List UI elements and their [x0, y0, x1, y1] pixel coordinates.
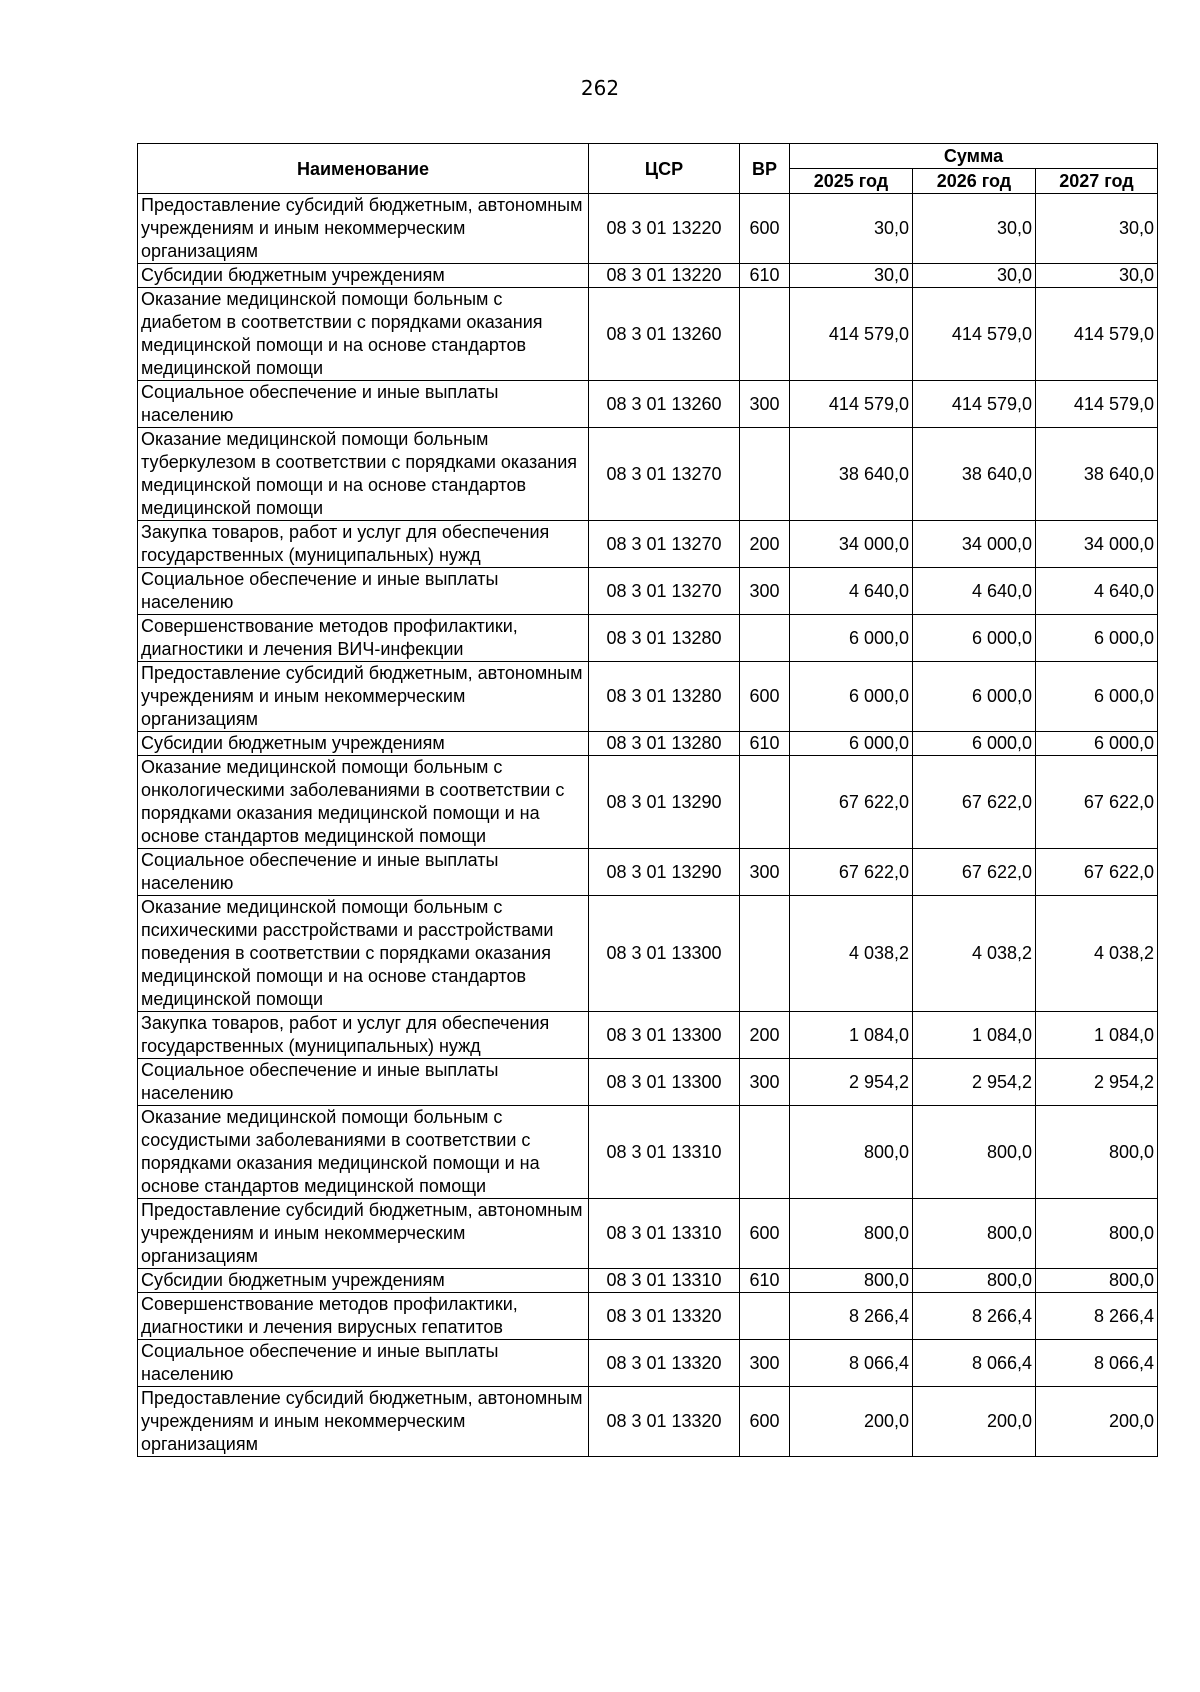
row-amount-2027: 67 622,0	[1036, 849, 1158, 896]
row-amount-2026: 8 266,4	[913, 1293, 1036, 1340]
row-amount-2026: 67 622,0	[913, 849, 1036, 896]
row-amount-2025: 2 954,2	[790, 1059, 913, 1106]
row-code: 08 3 01 13270	[589, 521, 740, 568]
table-row	[138, 381, 1158, 428]
row-amount-2025: 414 579,0	[790, 381, 913, 428]
row-amount-2026: 34 000,0	[913, 521, 1036, 568]
row-code: 08 3 01 13280	[589, 615, 740, 662]
row-vr	[740, 756, 790, 849]
row-amount-2025: 67 622,0	[790, 756, 913, 849]
table-row	[138, 194, 1158, 264]
row-amount-2026: 1 084,0	[913, 1012, 1036, 1059]
row-amount-2027: 4 038,2	[1036, 896, 1158, 1012]
row-amount-2025: 30,0	[790, 264, 913, 288]
row-code: 08 3 01 13220	[589, 264, 740, 288]
row-code: 08 3 01 13290	[589, 849, 740, 896]
row-vr: 610	[740, 264, 790, 288]
header-sum: Сумма	[790, 144, 1158, 169]
row-name: Оказание медицинской помощи больным туберкулезом в соответствии с порядками оказания медицинской помощи и на основе стандартов медицинской помощи	[138, 428, 589, 521]
row-vr	[740, 896, 790, 1012]
row-name: Совершенствование методов профилактики, диагностики и лечения ВИЧ-инфекции	[138, 615, 589, 662]
row-amount-2027: 8 066,4	[1036, 1340, 1158, 1387]
table-row	[138, 1293, 1158, 1340]
row-amount-2027: 67 622,0	[1036, 756, 1158, 849]
row-code: 08 3 01 13270	[589, 568, 740, 615]
row-name: Закупка товаров, работ и услуг для обеспечения государственных (муниципальных) нужд	[138, 521, 589, 568]
row-amount-2025: 800,0	[790, 1269, 913, 1293]
row-name: Совершенствование методов профилактики, диагностики и лечения вирусных гепатитов	[138, 1293, 589, 1340]
row-amount-2025: 30,0	[790, 194, 913, 264]
row-code: 08 3 01 13280	[589, 662, 740, 732]
row-amount-2026: 414 579,0	[913, 288, 1036, 381]
row-amount-2025: 8 266,4	[790, 1293, 913, 1340]
row-amount-2025: 414 579,0	[790, 288, 913, 381]
row-code: 08 3 01 13300	[589, 896, 740, 1012]
row-amount-2026: 2 954,2	[913, 1059, 1036, 1106]
row-vr: 600	[740, 1387, 790, 1457]
row-code: 08 3 01 13220	[589, 194, 740, 264]
table-row	[138, 1199, 1158, 1269]
row-amount-2025: 67 622,0	[790, 849, 913, 896]
row-vr: 200	[740, 1012, 790, 1059]
row-amount-2026: 38 640,0	[913, 428, 1036, 521]
row-code: 08 3 01 13260	[589, 288, 740, 381]
row-amount-2025: 6 000,0	[790, 732, 913, 756]
row-amount-2026: 67 622,0	[913, 756, 1036, 849]
row-amount-2026: 414 579,0	[913, 381, 1036, 428]
row-name: Оказание медицинской помощи больным с диабетом в соответствии с порядками оказания медицинской помощи и на основе стандартов медицинской помощи	[138, 288, 589, 381]
header-year-2027: 2027 год	[1036, 169, 1158, 194]
row-amount-2026: 6 000,0	[913, 615, 1036, 662]
row-name: Оказание медицинской помощи больным с онкологическими заболеваниями в соответствии с порядками оказания медицинской помощи и на основе стандартов медицинской помощи	[138, 756, 589, 849]
row-amount-2026: 30,0	[913, 264, 1036, 288]
row-code: 08 3 01 13320	[589, 1293, 740, 1340]
row-name: Предоставление субсидий бюджетным, автономным учреждениям и иным некоммерческим организациям	[138, 194, 589, 264]
row-amount-2027: 30,0	[1036, 194, 1158, 264]
row-amount-2027: 6 000,0	[1036, 662, 1158, 732]
row-vr: 300	[740, 568, 790, 615]
table-row	[138, 1059, 1158, 1106]
row-code: 08 3 01 13320	[589, 1340, 740, 1387]
row-amount-2027: 800,0	[1036, 1199, 1158, 1269]
row-name: Социальное обеспечение и иные выплаты населению	[138, 381, 589, 428]
row-vr: 600	[740, 194, 790, 264]
row-name: Социальное обеспечение и иные выплаты населению	[138, 1340, 589, 1387]
row-amount-2026: 800,0	[913, 1106, 1036, 1199]
row-amount-2026: 4 640,0	[913, 568, 1036, 615]
row-amount-2025: 200,0	[790, 1387, 913, 1457]
row-vr	[740, 615, 790, 662]
table-row	[138, 732, 1158, 756]
row-amount-2027: 6 000,0	[1036, 732, 1158, 756]
row-amount-2025: 4 640,0	[790, 568, 913, 615]
row-amount-2026: 200,0	[913, 1387, 1036, 1457]
row-name: Оказание медицинской помощи больным с сосудистыми заболеваниями в соответствии с порядками оказания медицинской помощи и на основе стандартов медицинской помощи	[138, 1106, 589, 1199]
table-row	[138, 615, 1158, 662]
row-code: 08 3 01 13280	[589, 732, 740, 756]
row-name: Закупка товаров, работ и услуг для обеспечения государственных (муниципальных) нужд	[138, 1012, 589, 1059]
row-name: Субсидии бюджетным учреждениям	[138, 264, 589, 288]
header-year-2025: 2025 год	[790, 169, 913, 194]
row-amount-2026: 4 038,2	[913, 896, 1036, 1012]
row-code: 08 3 01 13260	[589, 381, 740, 428]
table-row	[138, 662, 1158, 732]
header-code: ЦСР	[589, 144, 740, 194]
row-code: 08 3 01 13270	[589, 428, 740, 521]
row-amount-2026: 800,0	[913, 1269, 1036, 1293]
table-row	[138, 756, 1158, 849]
row-name: Оказание медицинской помощи больным с психическими расстройствами и расстройствами поведения в соответствии с порядками оказания медицинской помощи и на основе стандартов медицинской помощи	[138, 896, 589, 1012]
row-name: Предоставление субсидий бюджетным, автономным учреждениям и иным некоммерческим организациям	[138, 1199, 589, 1269]
row-amount-2027: 414 579,0	[1036, 288, 1158, 381]
row-code: 08 3 01 13310	[589, 1106, 740, 1199]
row-name: Предоставление субсидий бюджетным, автономным учреждениям и иным некоммерческим организациям	[138, 1387, 589, 1457]
row-name: Социальное обеспечение и иные выплаты населению	[138, 568, 589, 615]
row-code: 08 3 01 13320	[589, 1387, 740, 1457]
row-amount-2025: 6 000,0	[790, 662, 913, 732]
table-row	[138, 849, 1158, 896]
row-name: Предоставление субсидий бюджетным, автономным учреждениям и иным некоммерческим организациям	[138, 662, 589, 732]
row-vr: 200	[740, 521, 790, 568]
row-vr	[740, 1293, 790, 1340]
table-row	[138, 1106, 1158, 1199]
table-row	[138, 896, 1158, 1012]
row-vr: 300	[740, 849, 790, 896]
row-vr: 300	[740, 1059, 790, 1106]
row-vr: 600	[740, 662, 790, 732]
row-vr	[740, 288, 790, 381]
table-header	[138, 144, 1158, 194]
row-amount-2027: 34 000,0	[1036, 521, 1158, 568]
table-row	[138, 568, 1158, 615]
row-amount-2027: 8 266,4	[1036, 1293, 1158, 1340]
header-vr: ВР	[740, 144, 790, 194]
row-amount-2026: 6 000,0	[913, 662, 1036, 732]
row-vr: 610	[740, 732, 790, 756]
row-vr: 600	[740, 1199, 790, 1269]
row-amount-2027: 2 954,2	[1036, 1059, 1158, 1106]
table-row	[138, 264, 1158, 288]
row-amount-2027: 1 084,0	[1036, 1012, 1158, 1059]
row-name: Социальное обеспечение и иные выплаты населению	[138, 1059, 589, 1106]
row-amount-2027: 38 640,0	[1036, 428, 1158, 521]
budget-table	[137, 143, 1158, 1457]
row-amount-2026: 30,0	[913, 194, 1036, 264]
header-name: Наименование	[138, 144, 589, 194]
row-amount-2026: 8 066,4	[913, 1340, 1036, 1387]
row-amount-2025: 4 038,2	[790, 896, 913, 1012]
row-vr	[740, 1106, 790, 1199]
row-name: Субсидии бюджетным учреждениям	[138, 732, 589, 756]
row-amount-2025: 800,0	[790, 1199, 913, 1269]
row-vr: 300	[740, 381, 790, 428]
row-amount-2026: 6 000,0	[913, 732, 1036, 756]
table-row	[138, 428, 1158, 521]
row-amount-2025: 38 640,0	[790, 428, 913, 521]
row-amount-2026: 800,0	[913, 1199, 1036, 1269]
table-row	[138, 1340, 1158, 1387]
row-amount-2027: 800,0	[1036, 1269, 1158, 1293]
row-amount-2027: 30,0	[1036, 264, 1158, 288]
row-amount-2027: 800,0	[1036, 1106, 1158, 1199]
table-body	[138, 194, 1158, 1457]
row-name: Субсидии бюджетным учреждениям	[138, 1269, 589, 1293]
row-code: 08 3 01 13290	[589, 756, 740, 849]
row-amount-2027: 4 640,0	[1036, 568, 1158, 615]
table-row	[138, 521, 1158, 568]
row-code: 08 3 01 13310	[589, 1269, 740, 1293]
row-amount-2027: 200,0	[1036, 1387, 1158, 1457]
row-amount-2027: 6 000,0	[1036, 615, 1158, 662]
table-row	[138, 1387, 1158, 1457]
header-year-2026: 2026 год	[913, 169, 1036, 194]
row-amount-2025: 6 000,0	[790, 615, 913, 662]
page-number: 262	[580, 76, 620, 100]
row-vr: 610	[740, 1269, 790, 1293]
table-row	[138, 1012, 1158, 1059]
row-name: Социальное обеспечение и иные выплаты населению	[138, 849, 589, 896]
row-code: 08 3 01 13300	[589, 1059, 740, 1106]
row-vr: 300	[740, 1340, 790, 1387]
row-code: 08 3 01 13300	[589, 1012, 740, 1059]
row-code: 08 3 01 13310	[589, 1199, 740, 1269]
row-amount-2025: 8 066,4	[790, 1340, 913, 1387]
row-amount-2025: 1 084,0	[790, 1012, 913, 1059]
row-vr	[740, 428, 790, 521]
table-row	[138, 288, 1158, 381]
row-amount-2027: 414 579,0	[1036, 381, 1158, 428]
table-row	[138, 1269, 1158, 1293]
row-amount-2025: 800,0	[790, 1106, 913, 1199]
row-amount-2025: 34 000,0	[790, 521, 913, 568]
